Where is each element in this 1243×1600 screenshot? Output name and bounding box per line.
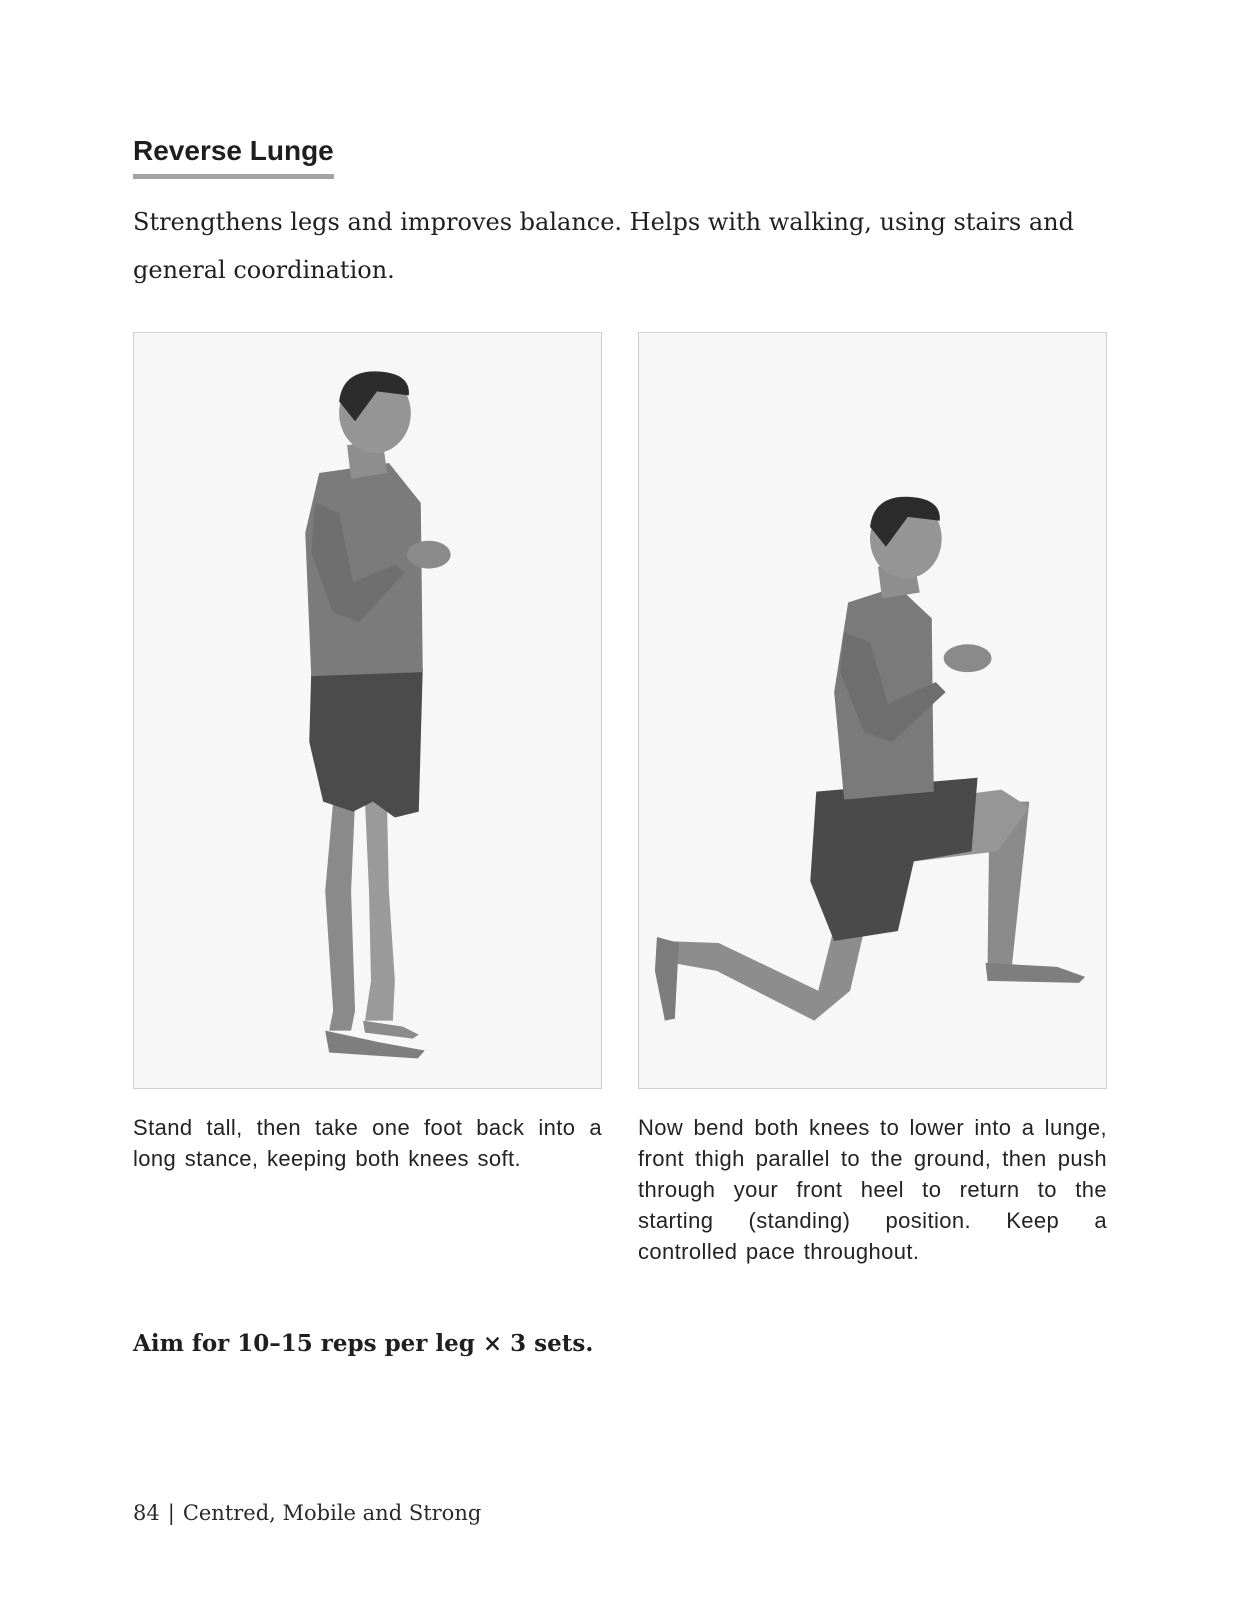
- page-footer: [133, 1498, 481, 1528]
- step-1-caption: Stand tall, then take one foot back into a long stance, keeping both knees soft.: [133, 1115, 602, 1171]
- intro-paragraph: Strengthens legs and improves balance. Helps with walking, using stairs and general coordination.: [133, 208, 1074, 284]
- footer-separator: |: [167, 1501, 175, 1525]
- step-2-caption: Now bend both knees to lower into a lunge, front thigh parallel to the ground, then push through your front heel to return to the starting (standing) position. Keep a controlled pace throughout.: [638, 1115, 1107, 1264]
- reps-prescription: Aim for 10–15 reps per leg × 3 sets.: [133, 1330, 594, 1357]
- standing-pose-photo: [133, 332, 602, 1089]
- page-number: 84: [133, 1501, 160, 1525]
- lunge-figure-illustration: [639, 333, 1106, 1088]
- book-title: Centred, Mobile and Strong: [182, 1501, 482, 1525]
- standing-figure-illustration: [134, 333, 601, 1088]
- section-title: Reverse Lunge: [133, 134, 334, 179]
- lunge-pose-photo: [638, 332, 1107, 1089]
